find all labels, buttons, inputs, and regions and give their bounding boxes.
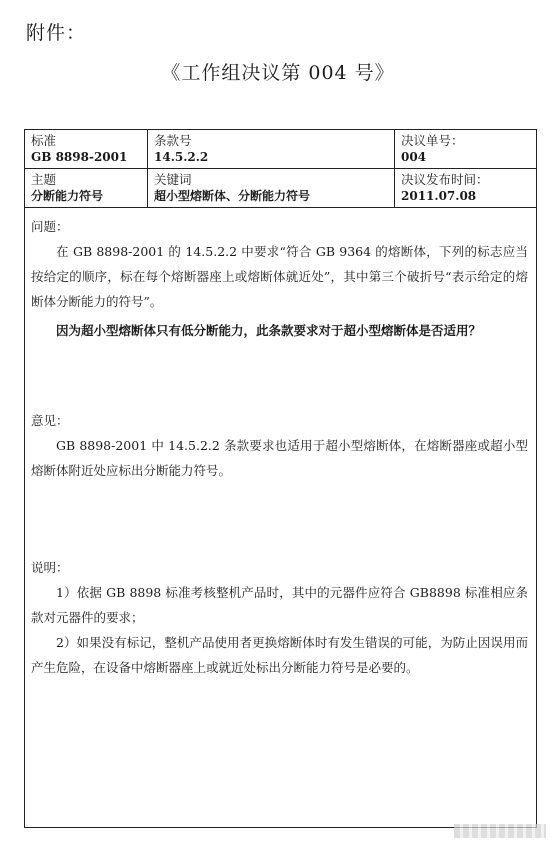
explanation-heading: 说明： [31, 560, 69, 575]
standard-value: GB 8898-2001 [31, 150, 128, 164]
clause-cell [148, 130, 395, 169]
resolution-number-value: 004 [401, 150, 427, 164]
document-title: 《工作组决议第 004 号》 [161, 62, 395, 84]
subject-label: 主题 [31, 172, 57, 187]
keywords-value: 超小型熔断体、分断能力符号 [154, 189, 311, 203]
explanation-section [31, 555, 528, 680]
resolution-number-cell [395, 130, 536, 169]
opinion-body: GB 8898-2001 中 14.5.2.2 条款要求也适用于超小型熔断体，在熔断器座或超小型熔断体附近处应标出分断能力符号。 [31, 438, 528, 478]
resolution-number-label: 决议单号： [401, 133, 464, 148]
question-body: 在 GB 8898-2001 的 14.5.2.2 中要求“符合 GB 9364 的熔断体，下列的标志应当按给定的顺序，标在每个熔断器座上或熔断体就近处”，其中第三个破折号“表示给定的熔断体分断能力的符号”。 [31, 244, 528, 309]
explanation-item-2: 2）如果没有标记，整机产品使用者更换熔断体时有发生错误的可能，为防止因误用而产生危险，在设备中熔断器座上或就近处标出分断能力符号是必要的。 [31, 635, 528, 675]
opinion-section [31, 408, 528, 483]
publish-date-label: 决议发布时间： [401, 172, 489, 187]
question-emphasis: 因为超小型熔断体只有低分断能力，此条款要求对于超小型熔断体是否适用？ [56, 323, 482, 338]
resolution-form [24, 129, 537, 828]
info-table [25, 130, 536, 208]
opinion-heading: 意见： [31, 413, 69, 428]
keywords-label: 关键词 [154, 172, 192, 187]
subject-cell [25, 169, 148, 208]
explanation-item-1: 1）依据 GB 8898 标准考核整机产品时，其中的元器件应符合 GB8898 标准相应条款对元器件的要求； [31, 585, 528, 625]
keywords-cell [148, 169, 395, 208]
standard-label: 标准 [31, 133, 57, 148]
question-heading: 问题： [31, 219, 69, 234]
standard-cell [25, 130, 148, 169]
publish-date-value: 2011.07.08 [401, 189, 477, 203]
attachment-label: 附件： [26, 22, 87, 44]
question-section [31, 214, 528, 343]
subject-value: 分断能力符号 [31, 189, 104, 203]
clause-label: 条款号 [154, 133, 192, 148]
clause-value: 14.5.2.2 [154, 150, 209, 164]
publish-date-cell [395, 169, 536, 208]
watermark [454, 824, 546, 838]
